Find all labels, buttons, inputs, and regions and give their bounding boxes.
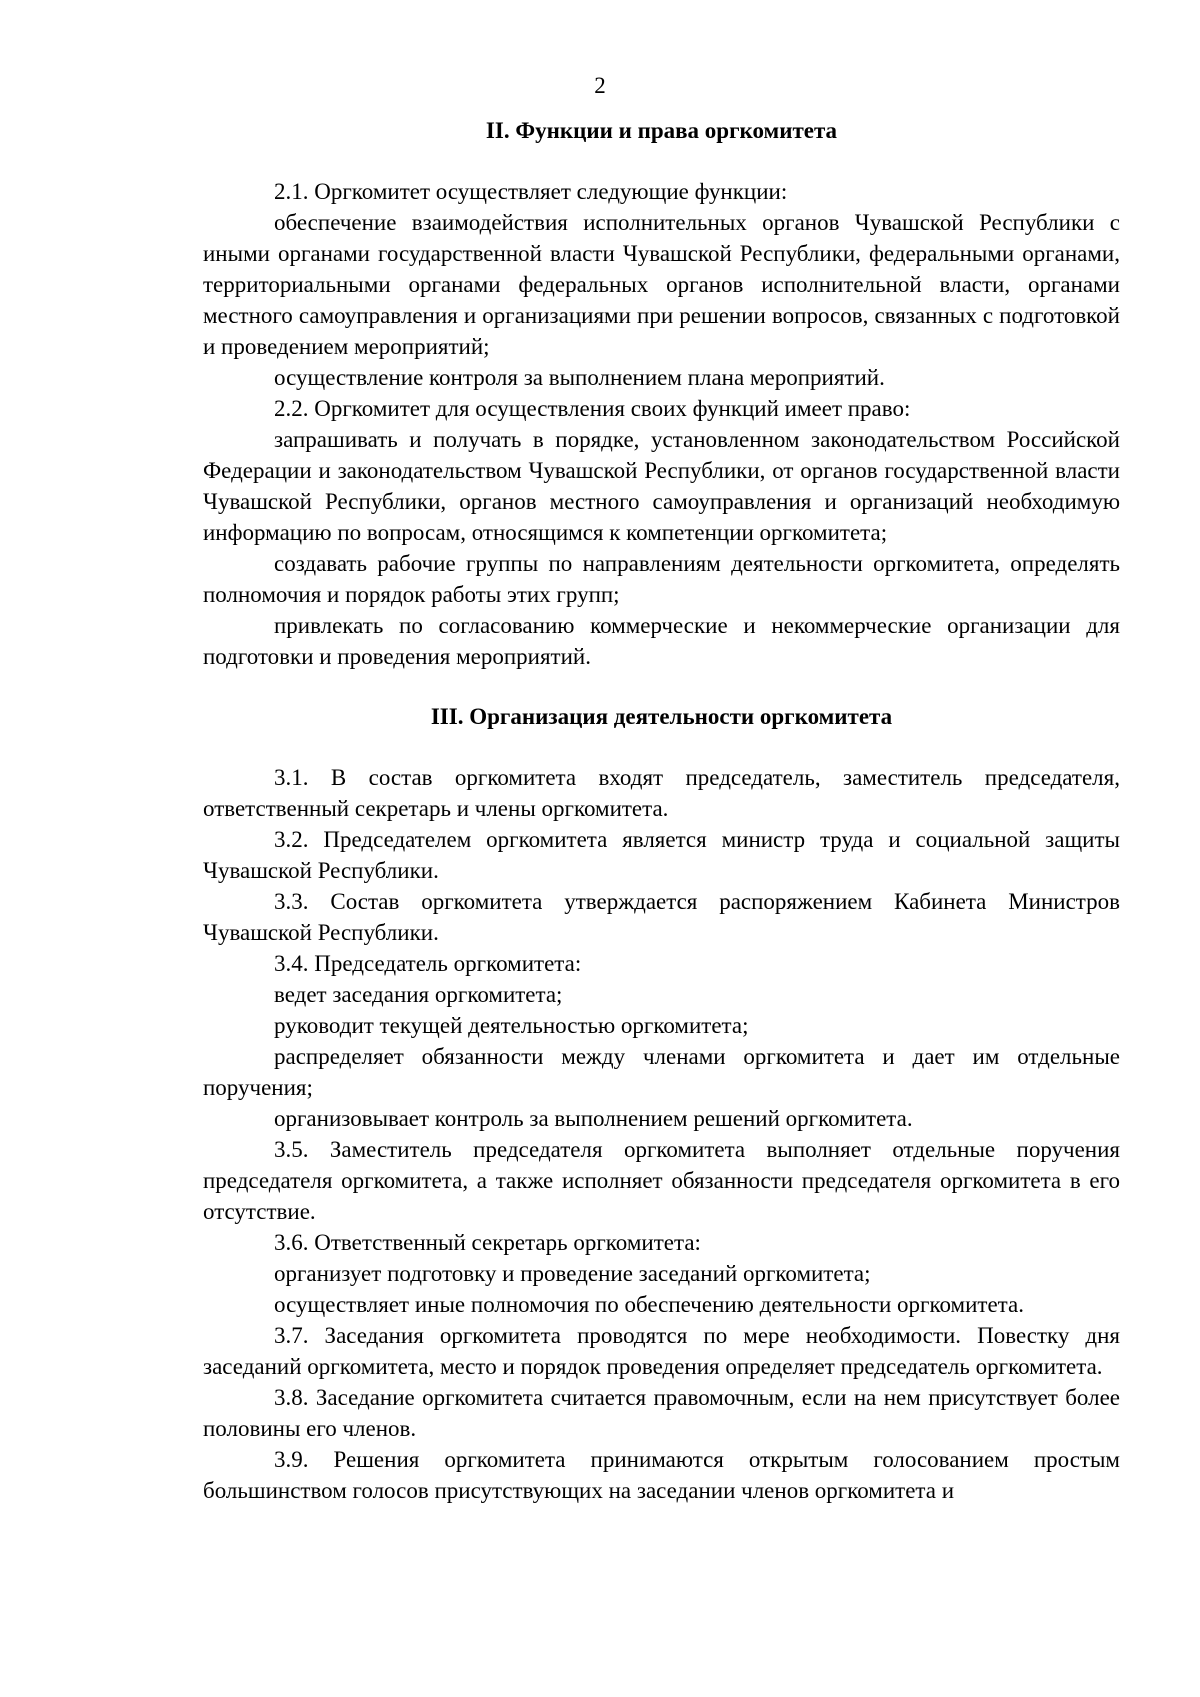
paragraph: 2.2. Оргкомитет для осуществления своих функций имеет право: — [274, 396, 911, 421]
paragraph: 3.6. Ответственный секретарь оргкомитета: — [274, 1230, 701, 1255]
page-number: 2 — [594, 73, 606, 98]
paragraph: 3.9. Решения оргкомитета принимаются открытым голосованием простым большинством голосов присутствующих на заседании членов оргкомитета и — [203, 1447, 1120, 1503]
paragraph: 3.1. В состав оргкомитета входят председатель, заместитель председателя, ответственный секретарь и члены оргкомитета. — [203, 765, 1120, 821]
paragraph: распределяет обязанности между членами оргкомитета и дает им отдельные поручения; — [203, 1044, 1120, 1100]
paragraph: 3.5. Заместитель председателя оргкомитета выполняет отдельные поручения председателя оргкомитета, а также исполняет обязанности председателя оргкомитета в его отсутствие. — [203, 1137, 1120, 1224]
paragraph: обеспечение взаимодействия исполнительных органов Чувашской Республики с иными органами государственной власти Чувашской Республики, федеральными органами, территориальными органами федеральных органов исполнительной власти, органами местного самоуправления и организациями при решении вопросов, связанных с подготовкой и проведением мероприятий; — [203, 210, 1120, 359]
section-3-title: III. Организация деятельности оргкомитета — [430, 704, 893, 729]
section-3-body — [203, 762, 1120, 1506]
paragraph: привлекать по согласованию коммерческие и некоммерческие организации для подготовки и проведения мероприятий. — [203, 613, 1120, 669]
paragraph: 3.2. Председателем оргкомитета является министр труда и социальной защиты Чувашской Республики. — [203, 827, 1120, 883]
paragraph: руководит текущей деятельностью оргкомитета; — [274, 1013, 749, 1038]
paragraph: 3.7. Заседания оргкомитета проводятся по мере необходимости. Повестку дня заседаний оргкомитета, место и порядок проведения определяет председатель оргкомитета. — [203, 1323, 1120, 1379]
paragraph: осуществляет иные полномочия по обеспечению деятельности оргкомитета. — [274, 1292, 1024, 1317]
paragraph: 3.4. Председатель оргкомитета: — [274, 951, 582, 976]
paragraph: 2.1. Оргкомитет осуществляет следующие функции: — [274, 179, 788, 204]
paragraph: запрашивать и получать в порядке, установленном законодательством Российской Федерации и законодательством Чувашской Республики, от органов государственной власти Чувашской Республики, органов местного самоуправления и организаций необходимую информацию по вопросам, относящимся к компетенции оргкомитета; — [203, 427, 1120, 545]
paragraph: 3.3. Состав оргкомитета утверждается распоряжением Кабинета Министров Чувашской Республики. — [203, 889, 1120, 945]
paragraph: организовывает контроль за выполнением решений оргкомитета. — [274, 1106, 913, 1131]
document-body — [203, 115, 1120, 1506]
paragraph: ведет заседания оргкомитета; — [274, 982, 563, 1007]
paragraph: осуществление контроля за выполнением плана мероприятий. — [274, 365, 885, 390]
section-2-title: II. Функции и права оргкомитета — [485, 118, 838, 143]
section-2-body — [203, 176, 1120, 672]
paragraph: 3.8. Заседание оргкомитета считается правомочным, если на нем присутствует более половины его членов. — [203, 1385, 1120, 1441]
paragraph: организует подготовку и проведение заседаний оргкомитета; — [274, 1261, 871, 1286]
paragraph: создавать рабочие группы по направлениям деятельности оргкомитета, определять полномочия и порядок работы этих групп; — [203, 551, 1120, 607]
